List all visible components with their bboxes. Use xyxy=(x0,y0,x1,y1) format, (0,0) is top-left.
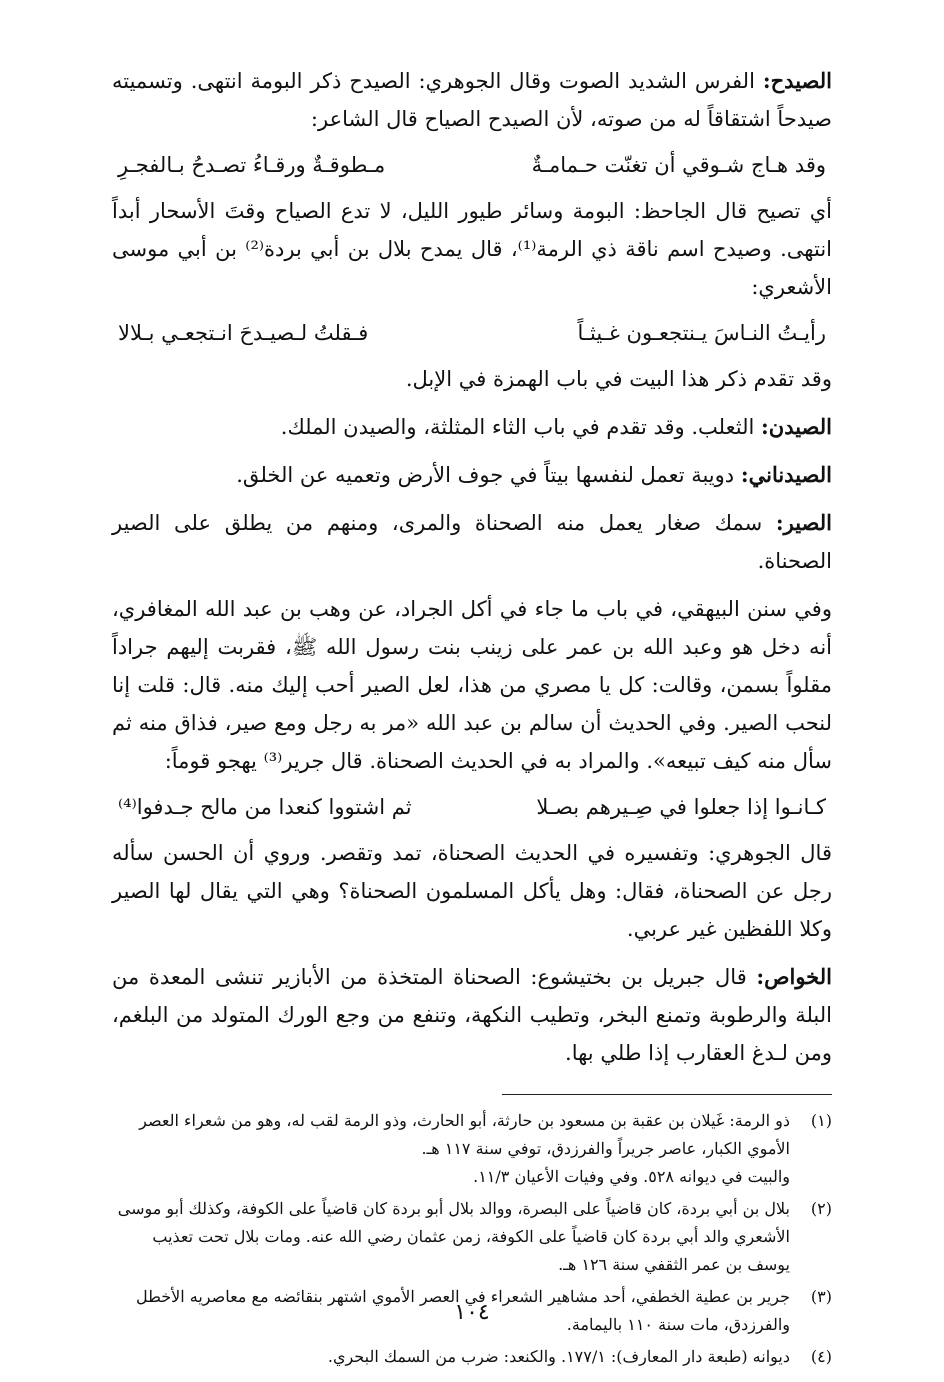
verse-second-hemistich: مـطوقـةٌ ورقـاءُ تصـدحُ بـالفجـرِ xyxy=(118,153,386,177)
footnote-number: (١) xyxy=(810,1111,832,1130)
entry-sir xyxy=(112,504,832,580)
footnote-number: (٣) xyxy=(810,1287,832,1306)
footnote-divider xyxy=(502,1094,832,1095)
footnote-line: يوسف بن عمر الثقفي سنة ١٢٦ هـ. xyxy=(558,1255,790,1274)
footnote-line: بلال بن أبي بردة، كان قاضياً على البصرة، ووالد بلال أبو بردة كان قاضياً على الكوفة، وكذلك أبو موسى xyxy=(117,1199,790,1218)
footnote-line: الأشعري والد أبي بردة كان قاضياً على الكوفة، زمن عثمان رضي الله عنه. ومات بلال تحت تعذيب xyxy=(152,1227,790,1246)
paragraph: وقد تقدم ذكر هذا البيت في باب الهمزة في الإبل. xyxy=(405,367,832,391)
page-number: ١٠٤ xyxy=(454,1300,490,1325)
verse-first-hemistich: رأيـتُ النـاسَ يـنتجعـون غـيثـاً xyxy=(577,321,826,345)
footnote-line: والبيت في ديوانه ٥٢٨. وفي وفيات الأعيان ١١/٣. xyxy=(473,1167,790,1186)
footnote xyxy=(112,1107,832,1191)
entry-text: الفرس الشديد الصوت وقال الجوهري: الصيدح ذكر البومة انتهى. وتسميته صيدحاً اشتقاقاً له من صوته، لأن الصيدح الصياح قال الشاعر: xyxy=(112,69,832,131)
footnote-line: جرير بن عطية الخطفي، أحد مشاهير الشعراء في العصر الأموي اشتهر بنقائضه مع معاصريه الأخطل xyxy=(135,1287,790,1306)
footnote-text xyxy=(112,1343,790,1371)
verse-first-hemistich: كـانـوا إذا جعلوا في صِـيرهم بصـلا xyxy=(536,795,826,819)
footnote-number: (٢) xyxy=(810,1199,832,1218)
entry-text: الثعلب. وقد تقدم في باب الثاء المثلثة، والصيدن الملك. xyxy=(280,415,755,439)
paragraph: أي تصيح قال الجاحظ: البومة وسائر طيور الليل، لا تدع الصياح وقتَ الأسحار أبداً انتهى. وصيدح اسم ناقة ذي الرمة⁽¹⁾، قال يمدح بلال بن أبي بردة⁽²⁾ بن أبي موسى الأشعري: xyxy=(112,199,833,299)
entry-text: دويبة تعمل لنفسها بيتاً في جوف الأرض وتعميه عن الخلق. xyxy=(236,463,735,487)
entry-khawass xyxy=(112,958,832,1072)
poem-verse xyxy=(118,312,826,354)
poem-verse xyxy=(118,144,826,186)
footnote-text xyxy=(112,1195,790,1279)
poem-verse xyxy=(118,786,826,828)
verse-first-hemistich: وقد هـاج شـوقي أن تغنّت حـمامـةٌ xyxy=(531,153,826,177)
entry-saydah xyxy=(112,62,832,138)
footnote-line: والفرزدق، مات سنة ١١٠ باليمامة. xyxy=(566,1315,790,1334)
verse-second-hemistich: ثم اشتووا كنعدا من مالح جـدفوا⁽⁴⁾ xyxy=(118,795,412,819)
entry-term: الصيدح: xyxy=(762,68,832,93)
footnote xyxy=(112,1195,832,1279)
entry-term: الصيدناني: xyxy=(740,462,832,487)
footnote-line: ديوانه (طبعة دار المعارف): ١٧٧/١. والكنعد: ضرب من السمك البحري. xyxy=(327,1347,790,1366)
paragraph: وفي سنن البيهقي، في باب ما جاء في أكل الجراد، عن وهب بن عبد الله المغافري، أنه دخل هو وعبد الله بن عمر على زينب بنت رسول الله ﷺ، فقربت إليهم جراداً مقلواً بسمن، وقالت: كل يا مصري من هذا، لعل الصير أحب إليك منه. قال: قلت إنا لنحب الصير. وفي الحديث أن سالم بن عبد الله «مر به رجل ومع صير، فذاق منه ثم سأل منه كيف تبيعه». والمراد به في الحديث الصحناة. قال جرير⁽³⁾ يهجو قوماً: xyxy=(112,597,832,773)
entry-saydanani xyxy=(112,456,832,494)
entry-saydan xyxy=(112,408,832,446)
footnote-text xyxy=(112,1107,790,1191)
paragraph: قال الجوهري: وتفسيره في الحديث الصحناة، تمد وتقصر. وروي أن الحسن سأله رجل عن الصحناة، فقال: وهل يأكل المسلمون الصحناة؟ وهي التي يقال لها الصير وكلا اللفظين غير عربي. xyxy=(112,841,832,941)
entry-term: الخواص: xyxy=(756,964,832,989)
footnote-line: الأموي الكبار، عاصر جريراً والفرزدق، توفي سنة ١١٧ هـ. xyxy=(421,1139,790,1158)
entry-text: قال جبريل بن بختيشوع: الصحناة المتخذة من الأبازير تنشى المعدة من البلة والرطوبة وتمنع البخر، وتطيب النكهة، وتنفع من وجع الورك المتولد من البلغم، ومن لـدغ العقارب إذا طلي بها. xyxy=(112,965,832,1065)
verse-second-hemistich: فـقلتُ لـصيـدحَ انـتجعـي بـلالا xyxy=(118,321,369,345)
entry-text: سمك صغار يعمل منه الصحناة والمرى، ومنهم من يطلق على الصير الصحناة. xyxy=(112,511,832,573)
entry-term: الصير: xyxy=(775,510,832,535)
footnote-line: ذو الرمة: غَيلان بن عقبة بن مسعود بن حارثة، أبو الحارث، وذو الرمة لقب له، وهو من شعراء العصر xyxy=(139,1111,790,1130)
footnote-number: (٤) xyxy=(810,1347,832,1366)
footnote xyxy=(112,1343,832,1371)
entry-term: الصيدن: xyxy=(761,414,832,439)
